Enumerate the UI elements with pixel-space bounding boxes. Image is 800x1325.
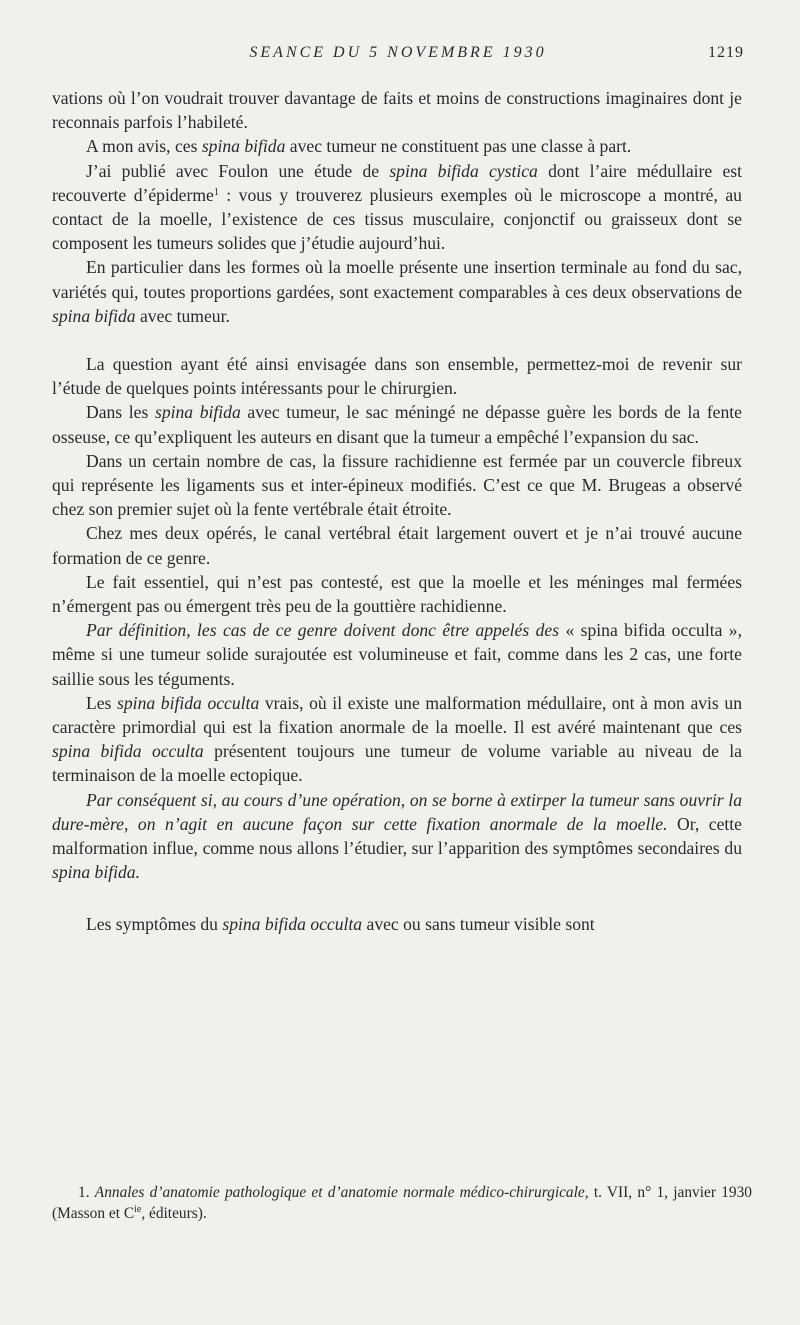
header-title: SEANCE DU 5 NOVEMBRE 1930 [249, 44, 547, 61]
paragraph: Par définition, les cas de ce genre doivent donc être appelés des « spina bifida occulta », même si une tumeur solide surajoutée est volumineuse et fait, comme dans les 2 cas, une forte saillie sous les téguments. [52, 620, 742, 689]
paragraph: Le fait essentiel, qui n’est pas contesté, est que la moelle et les méninges mal fermées n’émergent pas ou émergent très peu de la gouttière rachidienne. [52, 571, 742, 617]
paragraph: Par conséquent si, au cours d’une opération, on se borne à extirper la tumeur sans ouvrir la dure-mère, on n’agit en aucune façon sur cette fixation anormale de la moelle. Or, cette malformation influe, comme nous allons l’étudier, sur l’apparition des symptômes secondaires du spina bifida. [52, 789, 742, 883]
paragraph: Dans les spina bifida avec tumeur, le sac méningé ne dépasse guère les bords de la fente osseuse, ce qu’expliquent les auteurs en disant que la tumeur a empêché l’expansion du sac. [52, 402, 742, 447]
paragraph: La question ayant été ainsi envisagée dans son ensemble, permettez-moi de revenir sur l’étude de quelques points intéressants pour le chirurgien. [52, 354, 742, 399]
paragraph: vations où l’on voudrait trouver davantage de faits et moins de constructions imaginaires dont je reconnais parfois l’habileté. [52, 88, 742, 133]
body-text [52, 86, 742, 936]
paragraph: Les spina bifida occulta vrais, où il existe une malformation médullaire, ont à mon avis un caractère primordial qui est la fixation anormale de la moelle. Il est avéré maintenant que ces spina bifida occulta présentent toujours une tumeur de volume variable au niveau de la terminaison de la moelle ectopique. [52, 692, 742, 786]
paragraph: Dans un certain nombre de cas, la fissure rachidienne est fermée par un couvercle fibreux qui représente les ligaments sus et inter-épineux modifiés. C’est ce que M. Brugeas a observé chez son premier sujet où la fente vertébrale était étroite. [52, 450, 742, 520]
paragraph: Les symptômes du spina bifida occulta avec ou sans tumeur visible sont [86, 913, 595, 934]
page-number: 1219 [708, 44, 744, 61]
paragraph: A mon avis, ces spina bifida avec tumeur ne constituent pas une classe à part. [86, 136, 632, 157]
footnote-ref: 1 [213, 186, 219, 198]
paragraph: J’ai publié avec Foulon une étude de spina bifida cystica dont l’aire médullaire est recouverte d’épiderme$^1$ : vous y trouverez plusieurs exemples où le microscope a montré, au contact de la moelle, l’existence de ces tissus musculaire, conjonctif ou graisseux dont se composent les tumeurs solides que j’étudie aujourd’hui. [52, 160, 742, 254]
footnote [52, 1182, 752, 1224]
paragraph: Chez mes deux opérés, le canal vertébral était largement ouvert et je n’ai trouvé aucune formation de ce genre. [52, 523, 742, 568]
running-header [52, 44, 744, 66]
paragraph: En particulier dans les formes où la moelle présente une insertion terminale au fond du sac, variétés qui, toutes proportions gardées, sont exactement comparables à ces deux observations de spina bifida avec tumeur. [52, 257, 742, 326]
footnote-text: 1. Annales d’anatomie pathologique et d’anatomie normale médico-chirurgicale, t. VII, n° 1, janvier 1930 (Masson et $C^{ie}$, éditeurs). [52, 1184, 753, 1222]
